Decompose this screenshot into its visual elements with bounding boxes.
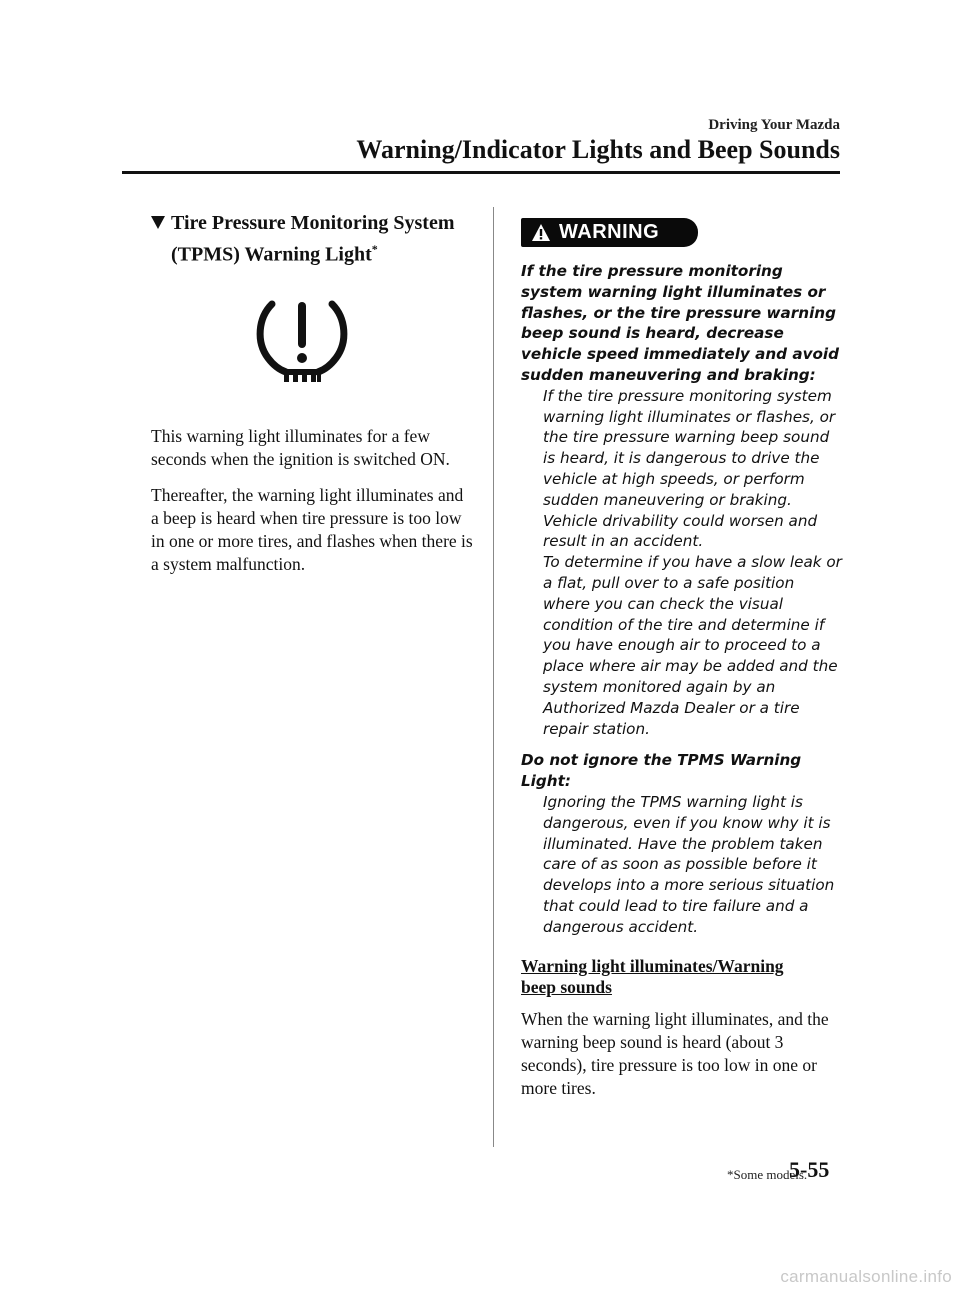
page-title: Warning/Indicator Lights and Beep Sounds: [356, 135, 840, 164]
subheading-paragraph: When the warning light illuminates, and the warning beep sound is heard (about 3 seconds), tire pressure is too low in one or more tires.: [521, 1008, 829, 1098]
footnote-mark: *: [727, 1167, 734, 1182]
watermark: carmanualsonline.info: [780, 1267, 952, 1286]
footnote-star: *: [371, 242, 378, 256]
left-column: [151, 210, 473, 576]
warning-detail-2: To determine if you have a slow leak or a flat, pull over to a safe position where you can check the visual condition of the tire and determine if you have enough air to proceed to a place where air may be added and the system monitored again by an Authorized Mazda Dealer or a tire repair station.: [543, 553, 842, 738]
heading-line-1: Tire Pressure Monitoring System: [171, 212, 455, 234]
section-heading: [151, 210, 473, 268]
detail-paragraph: Thereafter, the warning light illuminates and a beep is heard when tire pressure is too low in one or more tires, and flashes when there is a system malfunction.: [151, 484, 473, 574]
heading-line-2: (TPMS) Warning Light: [171, 243, 372, 266]
subheading-line-2: beep sounds: [521, 976, 612, 997]
header-section: Driving Your Mazda: [708, 117, 840, 133]
tire-pressure-warning-icon: [254, 298, 350, 384]
footnote-text: Some models.: [733, 1167, 808, 1182]
intro-paragraph: This warning light illuminates for a few seconds when the ignition is switched ON.: [151, 425, 450, 469]
tpms-icon-container: [141, 298, 463, 384]
column-divider: [493, 207, 494, 1147]
warning-sub-lead: Do not ignore the TPMS Warning Light:: [521, 751, 802, 791]
subheading-line-1: Warning light illuminates/Warning: [521, 955, 784, 976]
warning-lead: If the tire pressure monitoring system warning light illuminates or flashes, or the tire pressure warning beep sound is heard, decrease vehicle speed immediately and avoid sudden maneuvering and braking:: [521, 262, 840, 384]
warning-sub-detail: Ignoring the TPMS warning light is dangerous, even if you know why it is illuminated. Have the problem taken care of as soon as possible before it develops into a more serious situation that could lead to tire failure and a dangerous accident.: [543, 792, 835, 936]
right-column: [521, 218, 843, 1100]
warning-banner: [521, 218, 698, 247]
warning-label: WARNING: [559, 221, 660, 243]
page-number: 5-55: [789, 1157, 830, 1182]
warning-detail-1: If the tire pressure monitoring system warning light illuminates or flashes, or the tire pressure warning beep sound is heard, it is dangerous to drive the vehicle at high speeds, or perform sudden maneuvering or braking. Vehicle drivability could worsen and result in an accident.: [543, 386, 836, 551]
section-triangle-icon: [151, 216, 165, 229]
subheading: [521, 956, 843, 998]
header-rule: [122, 171, 840, 174]
warning-triangle-icon: [531, 223, 551, 242]
